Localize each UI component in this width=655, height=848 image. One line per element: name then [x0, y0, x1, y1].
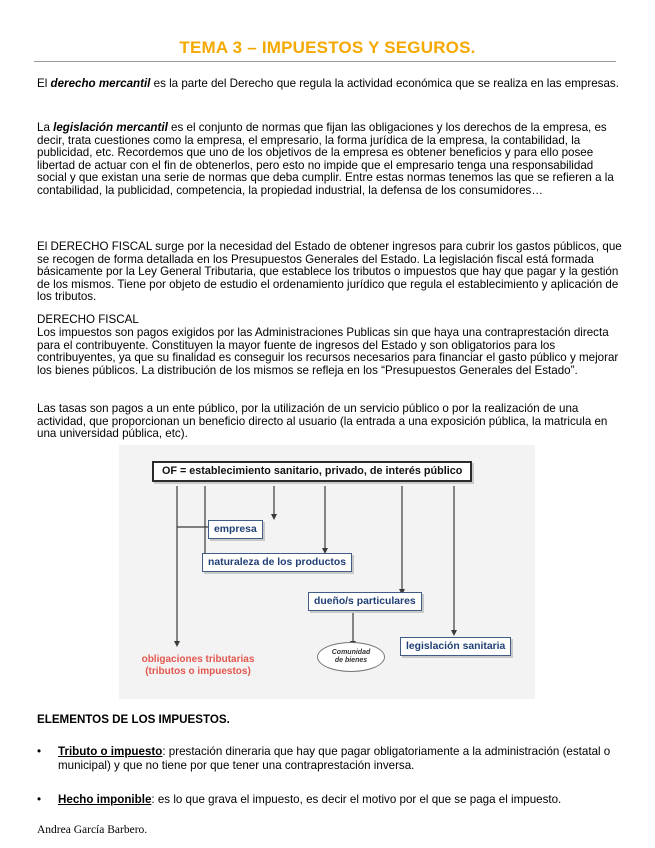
heading-derecho-fiscal: DERECHO FISCAL [37, 313, 139, 326]
title-underline [34, 61, 616, 62]
para1-pre: El [37, 77, 51, 90]
paragraph-legislacion-mercantil [37, 122, 622, 198]
legislacion-box: legislación sanitaria [400, 637, 511, 656]
page-title: TEMA 3 – IMPUESTOS Y SEGUROS. [179, 38, 476, 57]
obligaciones-tributarias-label [125, 654, 271, 678]
bullet-desc: : es lo que grava el impuesto, es decir el motivo por el que se paga el impuesto. [151, 793, 562, 806]
term-derecho-mercantil: derecho mercantil [50, 77, 151, 90]
dueno-box: dueño/s particulares [308, 592, 422, 611]
paragraph-impuestos: Los impuestos son pagos exigidos por las Administraciones Publicas sin que haya una contraprestación directa para el contribuyente. Constituyen la mayor fuente de ingresos del Estado y son obligatorios para los contribuyentes, ya que su finalidad es conseguir los recursos necesarios para financiar el gasto público y mejorar los bienes públicos. La distribución de los mismos se refleja en los “Presupuestos Generales del Estado”. [37, 326, 619, 377]
footer-author: Andrea García Barbero. [37, 824, 148, 836]
comunidad-bienes-ellipse [317, 642, 385, 672]
empresa-box: empresa [208, 520, 263, 539]
paragraph-derecho-fiscal: El DERECHO FISCAL surge por la necesidad del Estado de obtener ingresos para cubrir los gastos públicos, que se recogen de forma detallada en los Presupuestos Generales del Estado. La legislación fiscal está formada básicamente por la Ley General Tributaria, que establece los tributos o impuestos que hay que pagar y la gestión de los mismos. Tiene por objeto de estudio el ordenamiento jurídico que regula el establecimiento y aplicación de los tributos. [37, 240, 622, 304]
para2-post: es el conjunto de normas que fijan las obligaciones y los derechos de la empresa, es decir, trata cuestiones como la empresa, el empresario, la forma jurídica de la empresa, la contabilidad, la publicidad, etc. Recordemos que uno de los objetivos de la empresa es obtener beneficios y para ello posee libertad de actuar con el fin de obtenerlos, pero esto no impide que el empresario tenga una responsabilidad social y que existan una serie de normas que deba cumplir. Entre estas normas tenemos las que se refieren a la contabilidad, la publicidad, competencia, la propiedad industrial, la defensa de los consumidores… [37, 121, 614, 197]
paragraph-derecho-mercantil [37, 78, 622, 91]
of-box: OF = establecimiento sanitario, privado, de interés público [152, 461, 472, 482]
bullet-text [58, 745, 618, 772]
term-legislacion-mercantil: legislación mercantil [53, 121, 168, 134]
para1-post: es la parte del Derecho que regula la actividad económica que se realiza en las empresas. [150, 77, 619, 90]
arrow-of-empresa [271, 514, 277, 520]
arrow-of-legislacion [451, 630, 457, 636]
diagram [119, 445, 535, 699]
obligaciones-line1: obligaciones tributarias [141, 654, 255, 665]
term-tributo-impuesto: Tributo o impuesto [58, 745, 163, 758]
section-heading-elementos: ELEMENTOS DE LOS IMPUESTOS. [37, 713, 230, 726]
comunidad-line1: Comunidad [331, 649, 371, 656]
arrow-obligaciones [174, 641, 180, 647]
bullet-desc: : prestación dineraria que hay que pagar obligatoriamente a la administración (estatal o municipal) y que no tiene por que tener una contraprestación inversa. [58, 745, 611, 772]
paragraph-tasas: Las tasas son pagos a un ente público, por la utilización de un servicio público o por la realización de una actividad, que proporcionan un beneficio directo al usuario (la entrada a una exposición pública, la matricula en una universidad pública, etc). [37, 402, 608, 441]
naturaleza-box: naturaleza de los productos [202, 553, 352, 572]
para2-pre: La [37, 121, 54, 134]
bullet-icon: • [37, 793, 42, 806]
bullet-icon: • [37, 745, 42, 758]
obligaciones-line2: (tributos o impuestos) [145, 666, 251, 677]
term-hecho-imponible: Hecho imponible [58, 793, 152, 806]
bullet-text [58, 793, 618, 807]
comunidad-line2: de bienes [334, 657, 368, 664]
